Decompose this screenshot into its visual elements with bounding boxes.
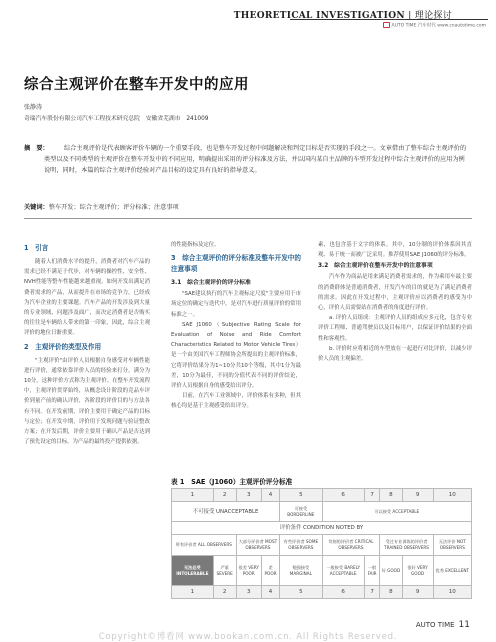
table-cell: 3 — [236, 489, 261, 502]
footer-label: AUTO TIME — [415, 621, 455, 629]
table-row — [172, 522, 472, 535]
heading-types: 2 主观评价的类型及作用 — [24, 342, 102, 351]
author: 张静涛 — [24, 104, 43, 111]
table-cell: 可以接受 ACCEPTABLE — [322, 502, 472, 522]
page-number: 11 — [458, 620, 470, 630]
keywords-text: 整车开发；综合主观评价；评分标准；注意事项 — [48, 204, 179, 211]
header-logo: AUTO TIME 汽车时代 www.cnautotime.com — [383, 22, 486, 29]
abstract-label: 摘 要： — [24, 145, 49, 152]
table-cell: 很差 VERY POOR — [236, 556, 261, 586]
table-row — [172, 535, 472, 556]
table-cell: 优秀 EXCELLENT — [433, 556, 471, 586]
table-cell: 10 — [433, 586, 471, 599]
table-cell: 6 — [322, 586, 364, 599]
paragraph: 素，也包含基于文字的体系。其中，10分制的评价体系因其直观、易于统一而被广泛采用。推荐使用SAE J1060的评分标准。 — [318, 242, 472, 259]
table-cell: 1 — [172, 586, 214, 599]
table-cell: 所有评价者 ALL OBSERVERS — [172, 535, 237, 556]
paragraph: a. 评价人员组成：主观评价人员的组成应多元化，包含专业评价工程师、普通驾驶员以及目标用户，以保证评价结果的全面性和客观性。 — [318, 315, 472, 342]
table-cell: 9 — [402, 586, 433, 599]
table-cell: 大部分评价者 MOST OBSERVERS — [236, 535, 280, 556]
table-cell: 评价条件 CONDITION NOTED BY — [172, 522, 472, 535]
heading-standards: 3 综合主观评价的评分标准及整车开发中的注意事项 — [171, 254, 301, 274]
column-2 — [171, 240, 301, 466]
paragraph: 目前，在汽车工业领域中，评价体系有多种，但其核心均是基于主观感受给出评分。 — [171, 393, 301, 410]
table-cell: 很好 VERY GOOD — [402, 556, 433, 586]
table-row — [172, 502, 472, 522]
paragraph: b. 评价时应将相近的车型放在一起进行对比评价，以减少评价人员的主观偏差。 — [318, 345, 472, 363]
abstract — [24, 143, 470, 174]
table-cell: 7 — [364, 586, 380, 599]
table-cell: 4 — [261, 489, 279, 502]
table-cell: 可接受 BORDERLINE — [280, 502, 322, 522]
table-cell: 苛刻的评价者 CRITICAL OBSERVERS — [322, 535, 380, 556]
affiliation: 奇瑞汽车股份有限公司汽车工程技术研究总院 安徽省芜湖市 241009 — [24, 116, 209, 122]
table-cell: 10 — [433, 489, 471, 502]
keywords — [24, 202, 179, 211]
page-footer — [416, 620, 470, 630]
header-title: THEORETICAL INVESTIGATION | 理论探讨 — [233, 11, 452, 21]
column-3 — [318, 240, 472, 466]
table-cell: 3 — [236, 586, 261, 599]
rating-scale-table — [171, 488, 472, 599]
header-rule — [290, 19, 488, 20]
paragraph: "主观评价"由评价人员根据自身感受对车辆性能进行评价，通常依靠评价人员的经验来打分，满分为10分，这种评价方式称为主观评价。在整车开发流程中，主观评价贯穿始终，从概念设计阶段的竞品车评价到量产前的确认评价，各阶段的评价目的与方法各有不同。在开发前期，评价主要用于确定产品的目标与定位；在开发中期，评价用于发现问题与验证整改方案；在开发后期，评价主要用于确认产品是否达到了预先设定的目标，为产品的最终投产提供依据。 — [24, 357, 150, 446]
table-cell: 8 — [380, 489, 402, 502]
heading-introduction: 1 引言 — [24, 244, 49, 252]
abstract-text: 综合主观评价是代表顾客评价车辆的一个重要手段，也是整车开发过程中问题解决和判定目标是否实现的手段之一。文章借由了整车综合主观评价的类型以及不同类型的主观评价在整车开发中的不同应用，明确提出采用的评分标准及方法，并以国内某自主品牌的车型开发过程中综合主观评价的应用为例说明，同时，本篇的综合主观评价经验对产品目标的设定具有良好的指导意义。 — [44, 145, 467, 174]
table-cell: 4 — [261, 586, 279, 599]
section-divider — [24, 218, 472, 219]
table-cell: 2 — [213, 586, 236, 599]
paragraph: "SAE建议执行的汽车主观标定尺度"主要应用于市场定位的确定与迭代中，是对汽车进行质量评价的常用标准之一。 — [171, 291, 301, 318]
subheading-31: 3.1 综合主观评价的评分标准 — [171, 280, 251, 287]
paragraph: SAE J1060（Subjective Rating Scale for Evaluation of Noise and Ride Comfort Characteristics Related to Motor Vehicle Tires）是一个由美国汽车工程师协会所提出的主观评价标准，它将评价结果分为1~10分共10个等级，其中1分为最差，10分为最佳，不同的分值代表不同的评价结论，评价人员根据自身的感受给出评分。 — [171, 321, 301, 390]
page-header — [0, 0, 496, 44]
table-cell: 一般 FAIR — [364, 556, 380, 586]
table-cell: 无法评价 NOT OBSERVERS — [433, 535, 471, 556]
auto-time-logo-icon — [383, 22, 390, 28]
table-cell: 5 — [280, 586, 322, 599]
table-cell: 6 — [322, 489, 364, 502]
copyright-watermark: Copyright©博看网 www.bookan.com.cn. All Rights Reserved. — [98, 632, 398, 642]
column-1 — [24, 240, 150, 592]
keywords-label: 关键词： — [24, 204, 49, 211]
table-cell: 勉强接受 MARGINAL — [280, 556, 322, 586]
paragraph: 汽车作为商品是用来满足消费者需求的，作为乘用车最主要的消费群体是普通消费者，开发汽车的目的就是为了满足消费者的需求。因此在开发过程中，主观评价应以消费者的感受为中心，评价人员需要站在消费者的角度进行评价。 — [318, 274, 472, 312]
table-cell: 5 — [280, 489, 322, 502]
table-row — [172, 489, 472, 502]
table-row — [172, 586, 472, 599]
table-cell: 2 — [213, 489, 236, 502]
table-caption: 表 1 SAE（J1060）主观评价评分标准 — [171, 478, 293, 486]
article-title: 综合主观评价在整车开发中的应用 — [24, 77, 249, 93]
table-cell: 差 POOR — [261, 556, 279, 586]
paragraph: 的性能指标及定位。 — [171, 242, 220, 248]
table-cell: 受过专业训练的评价者 TRAINED OBSERVERS — [380, 535, 433, 556]
table-row — [172, 556, 472, 586]
table-cell: 1 — [172, 489, 214, 502]
paragraph: 随着人们消费水平的提升，消费者对汽车产品的需求已经不满足于代步，对车辆的操控性、安全性、NVH性能等整车性能越来越重视。如何开发出满足消费者需求的产品，从而提升在市场的竞争力，已经成为汽车企业的主要课题。汽车产品的开发涉及到大量的专业领域，问题涉及面广，而决定消费者是否购买的往往是车辆给人带来的第一印象，因此，综合主观评价的地位日渐重要。 — [24, 259, 150, 337]
table-cell: 8 — [380, 586, 402, 599]
table-cell: 不可接受 UNACCEPTABLE — [172, 502, 280, 522]
table-cell: 9 — [402, 489, 433, 502]
table-cell: 好 GOOD — [380, 556, 402, 586]
table-cell: 7 — [364, 489, 380, 502]
table-cell: 无法忍受 INTOLERABLE — [172, 556, 214, 586]
table-cell: 严重 SEVERE — [213, 556, 236, 586]
subheading-32: 3.2 综合主观评价在整车开发中的注意事项 — [318, 263, 433, 270]
table-cell: 一般接受 BARELY ACCEPTABLE — [322, 556, 364, 586]
table-cell: 有些评价者 SOME OBSERVERS — [280, 535, 322, 556]
